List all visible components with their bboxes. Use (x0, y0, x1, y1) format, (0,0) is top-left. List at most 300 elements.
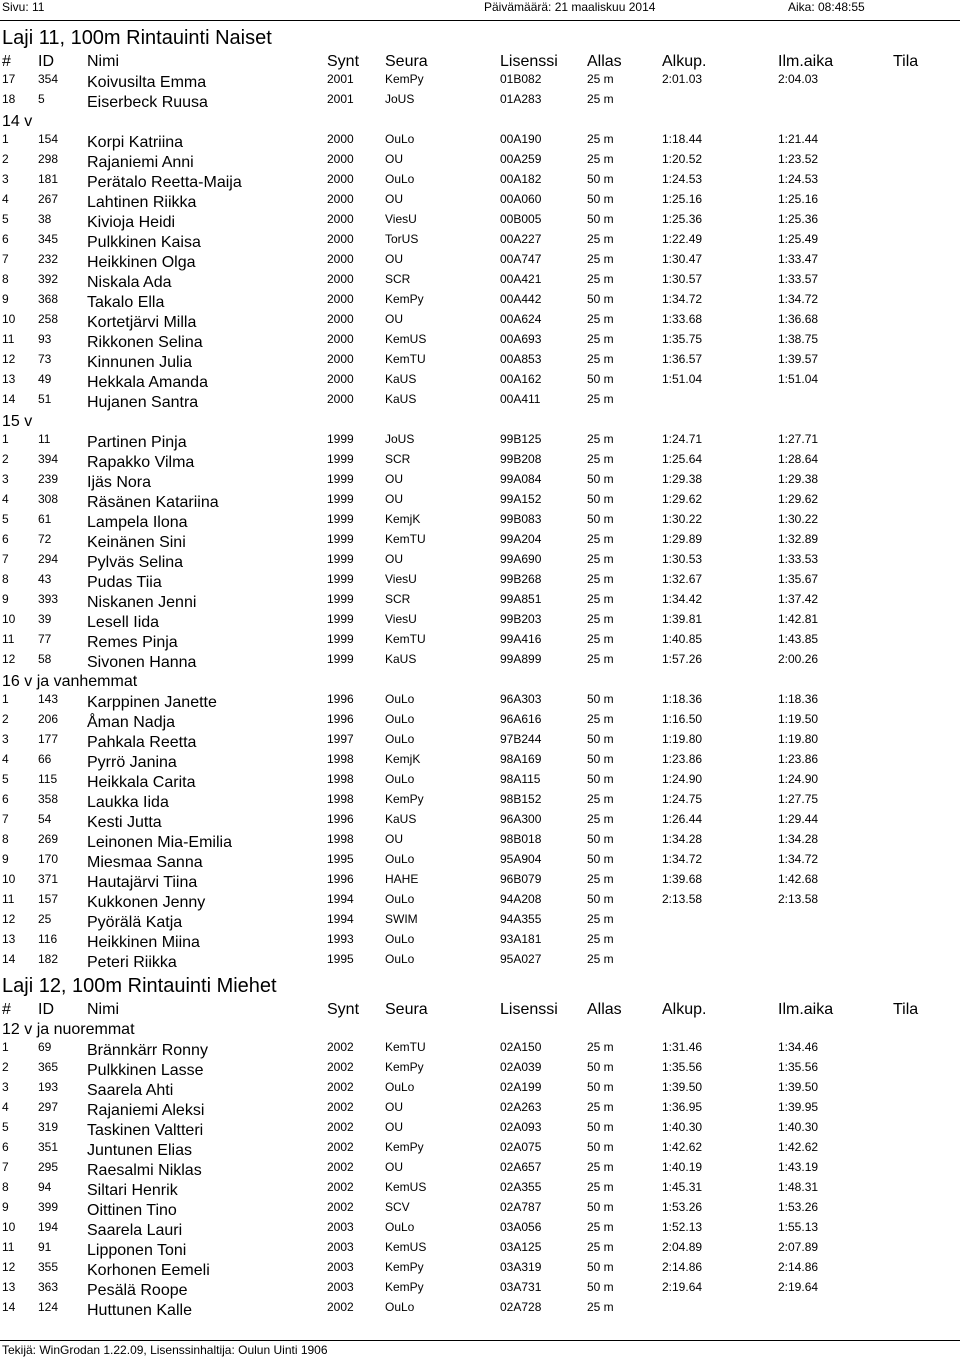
athlete-row (0, 812, 960, 832)
cell-entry-time: 1:42.81 (778, 612, 819, 626)
cell-name: Taskinen Valtteri (87, 1122, 204, 1139)
cell-birth-year: 2000 (327, 352, 354, 366)
cell-entry-time: 1:33.53 (778, 552, 819, 566)
cell-birth-year: 2002 (327, 1100, 354, 1114)
cell-place: 9 (2, 592, 9, 606)
cell-id: 193 (38, 1080, 59, 1094)
cell-place: 13 (2, 1280, 16, 1294)
cell-birth-year: 1993 (327, 932, 354, 946)
athlete-row (0, 692, 960, 712)
cell-club: KaUS (385, 812, 417, 826)
cell-place: 11 (2, 332, 15, 346)
cell-id: 194 (38, 1220, 59, 1234)
cell-name: Oittinen Tino (87, 1202, 177, 1219)
age-group-heading: 14 v (2, 113, 33, 130)
cell-seed-time: 2:04.89 (662, 1240, 703, 1254)
column-header: Ilm.aika (778, 53, 834, 70)
cell-seed-time: 1:24.90 (662, 772, 703, 786)
cell-birth-year: 1999 (327, 652, 354, 666)
cell-license: 00B005 (500, 212, 542, 226)
cell-seed-time: 1:36.95 (662, 1100, 703, 1114)
athlete-row (0, 352, 960, 372)
cell-license: 94A208 (500, 892, 542, 906)
cell-pool: 50 m (587, 832, 614, 846)
cell-pool: 25 m (587, 932, 614, 946)
cell-pool: 25 m (587, 712, 614, 726)
athlete-row (0, 292, 960, 312)
cell-place: 11 (2, 632, 15, 646)
cell-seed-time: 1:30.22 (662, 512, 703, 526)
cell-pool: 50 m (587, 492, 614, 506)
cell-id: 157 (38, 892, 59, 906)
cell-club: OU (385, 1160, 403, 1174)
cell-name: Eiserbeck Ruusa (87, 94, 208, 111)
cell-place: 8 (2, 272, 9, 286)
cell-club: OuLo (385, 772, 415, 786)
athlete-row (0, 1200, 960, 1220)
cell-place: 4 (2, 752, 9, 766)
cell-license: 99A084 (500, 472, 542, 486)
cell-birth-year: 2000 (327, 192, 354, 206)
cell-pool: 25 m (587, 612, 614, 626)
cell-seed-time: 1:24.71 (662, 432, 703, 446)
cell-pool: 50 m (587, 292, 614, 306)
cell-id: 319 (38, 1120, 59, 1134)
cell-pool: 50 m (587, 852, 614, 866)
cell-pool: 50 m (587, 752, 614, 766)
cell-birth-year: 2000 (327, 252, 354, 266)
cell-name: Lipponen Toni (87, 1242, 187, 1259)
cell-name: Rapakko Vilma (87, 454, 195, 471)
cell-seed-time: 1:18.36 (662, 692, 703, 706)
cell-birth-year: 2002 (327, 1180, 354, 1194)
cell-id: 182 (38, 952, 59, 966)
cell-place: 8 (2, 832, 9, 846)
cell-club: KemTU (385, 532, 426, 546)
cell-name: Lahtinen Riikka (87, 194, 197, 211)
cell-place: 3 (2, 732, 9, 746)
cell-pool: 25 m (587, 392, 614, 406)
cell-birth-year: 2003 (327, 1240, 354, 1254)
athlete-row (0, 892, 960, 912)
cell-name: Sivonen Hanna (87, 654, 197, 671)
cell-name: Rajaniemi Anni (87, 154, 194, 171)
cell-club: OU (385, 192, 403, 206)
cell-entry-time: 1:25.16 (778, 192, 819, 206)
cell-seed-time: 1:34.42 (662, 592, 703, 606)
cell-entry-time: 1:23.52 (778, 152, 819, 166)
cell-license: 98A169 (500, 752, 542, 766)
cell-club: OU (385, 492, 403, 506)
cell-seed-time: 2:19.64 (662, 1280, 703, 1294)
cell-birth-year: 2002 (327, 1200, 354, 1214)
cell-id: 181 (38, 172, 59, 186)
athlete-row (0, 432, 960, 452)
cell-name: Pesälä Roope (87, 1282, 188, 1299)
cell-entry-time: 1:43.85 (778, 632, 819, 646)
cell-club: OuLo (385, 1300, 415, 1314)
cell-place: 1 (2, 1040, 9, 1054)
cell-id: 294 (38, 552, 59, 566)
cell-id: 25 (38, 912, 52, 926)
cell-pool: 25 m (587, 1100, 614, 1114)
cell-birth-year: 1999 (327, 512, 354, 526)
cell-pool: 25 m (587, 592, 614, 606)
cell-seed-time: 1:35.75 (662, 332, 703, 346)
cell-id: 394 (38, 452, 59, 466)
cell-birth-year: 1996 (327, 712, 354, 726)
cell-name: Kortetjärvi Milla (87, 314, 197, 331)
cell-entry-time: 1:34.28 (778, 832, 819, 846)
cell-seed-time: 1:19.80 (662, 732, 703, 746)
athlete-row (0, 172, 960, 192)
cell-seed-time: 2:01.03 (662, 72, 703, 86)
cell-entry-time: 1:24.53 (778, 172, 819, 186)
cell-id: 66 (38, 752, 52, 766)
cell-license: 00A162 (500, 372, 542, 386)
athlete-row (0, 512, 960, 532)
cell-name: Raesalmi Niklas (87, 1162, 202, 1179)
cell-birth-year: 2002 (327, 1040, 354, 1054)
athlete-row (0, 752, 960, 772)
cell-name: Räsänen Katariina (87, 494, 219, 511)
cell-license: 99A204 (500, 532, 542, 546)
cell-seed-time: 1:36.57 (662, 352, 703, 366)
athlete-row (0, 132, 960, 152)
athlete-row (0, 1260, 960, 1280)
cell-license: 99A416 (500, 632, 542, 646)
cell-place: 2 (2, 1060, 9, 1074)
cell-pool: 25 m (587, 652, 614, 666)
cell-place: 6 (2, 232, 9, 246)
column-header: ID (38, 1001, 54, 1018)
cell-license: 02A150 (500, 1040, 542, 1054)
athlete-row (0, 372, 960, 392)
column-header: Ilm.aika (778, 1001, 834, 1018)
cell-club: ViesU (385, 572, 417, 586)
cell-entry-time: 2:00.26 (778, 652, 819, 666)
cell-birth-year: 1999 (327, 432, 354, 446)
column-header-row (0, 52, 960, 72)
cell-place: 9 (2, 852, 9, 866)
cell-seed-time: 1:30.53 (662, 552, 703, 566)
cell-entry-time: 2:07.89 (778, 1240, 819, 1254)
cell-pool: 50 m (587, 1200, 614, 1214)
cell-pool: 25 m (587, 532, 614, 546)
cell-place: 18 (2, 92, 16, 106)
cell-club: OuLo (385, 952, 415, 966)
cell-id: 124 (38, 1300, 59, 1314)
cell-pool: 25 m (587, 812, 614, 826)
cell-club: KaUS (385, 372, 417, 386)
cell-place: 2 (2, 152, 9, 166)
cell-seed-time: 1:24.53 (662, 172, 703, 186)
cell-name: Heikkala Carita (87, 774, 196, 791)
cell-name: Rajaniemi Aleksi (87, 1102, 205, 1119)
athlete-row (0, 332, 960, 352)
cell-birth-year: 2002 (327, 1160, 354, 1174)
athlete-row (0, 1080, 960, 1100)
athlete-row (0, 1120, 960, 1140)
cell-pool: 50 m (587, 1260, 614, 1274)
cell-license: 02A728 (500, 1300, 542, 1314)
cell-license: 99B208 (500, 452, 542, 466)
cell-name: Niskanen Jenni (87, 594, 197, 611)
cell-entry-time: 1:29.44 (778, 812, 819, 826)
cell-birth-year: 2000 (327, 392, 354, 406)
athlete-row (0, 252, 960, 272)
cell-birth-year: 2001 (327, 92, 354, 106)
cell-entry-time: 1:28.64 (778, 452, 819, 466)
cell-name: Remes Pinja (87, 634, 178, 651)
cell-birth-year: 2001 (327, 72, 354, 86)
cell-seed-time: 1:29.89 (662, 532, 703, 546)
cell-id: 363 (38, 1280, 59, 1294)
cell-club: OU (385, 472, 403, 486)
cell-club: KemPy (385, 792, 424, 806)
column-header: Lisenssi (500, 1001, 558, 1018)
column-header: Lisenssi (500, 53, 558, 70)
cell-seed-time: 1:30.57 (662, 272, 703, 286)
cell-id: 354 (38, 72, 59, 86)
cell-birth-year: 1994 (327, 912, 354, 926)
cell-pool: 50 m (587, 692, 614, 706)
cell-club: KemPy (385, 1140, 424, 1154)
cell-entry-time: 1:19.50 (778, 712, 819, 726)
athlete-row (0, 1300, 960, 1320)
cell-license: 96B079 (500, 872, 542, 886)
cell-name: Peteri Riikka (87, 954, 177, 971)
athlete-row (0, 632, 960, 652)
cell-license: 99B125 (500, 432, 542, 446)
cell-seed-time: 1:45.31 (662, 1180, 703, 1194)
cell-place: 14 (2, 952, 16, 966)
cell-club: OU (385, 1100, 403, 1114)
cell-club: ViesU (385, 212, 417, 226)
age-group-heading: 12 v ja nuoremmat (2, 1021, 135, 1038)
cell-club: KaUS (385, 392, 417, 406)
cell-entry-time: 1:21.44 (778, 132, 819, 146)
event-section (0, 972, 960, 1320)
cell-id: 355 (38, 1260, 59, 1274)
cell-place: 11 (2, 1240, 15, 1254)
cell-club: OuLo (385, 1080, 415, 1094)
athlete-row (0, 212, 960, 232)
cell-club: SCV (385, 1200, 410, 1214)
cell-id: 177 (38, 732, 59, 746)
column-header: Tila (893, 53, 919, 70)
cell-license: 02A075 (500, 1140, 542, 1154)
cell-place: 9 (2, 1200, 9, 1214)
cell-birth-year: 2002 (327, 1140, 354, 1154)
cell-license: 03A319 (500, 1260, 542, 1274)
cell-id: 72 (38, 532, 52, 546)
age-group-heading: 15 v (2, 413, 33, 430)
column-header: Tila (893, 1001, 919, 1018)
cell-id: 54 (38, 812, 52, 826)
cell-place: 4 (2, 192, 9, 206)
cell-name: Keinänen Sini (87, 534, 186, 551)
cell-place: 3 (2, 1080, 9, 1094)
cell-birth-year: 2002 (327, 1080, 354, 1094)
cell-entry-time: 1:34.72 (778, 292, 819, 306)
cell-license: 95A027 (500, 952, 542, 966)
cell-seed-time: 1:33.68 (662, 312, 703, 326)
cell-license: 98B152 (500, 792, 542, 806)
cell-place: 14 (2, 392, 16, 406)
cell-birth-year: 1999 (327, 532, 354, 546)
cell-seed-time: 1:22.49 (662, 232, 703, 246)
cell-place: 3 (2, 472, 9, 486)
cell-id: 345 (38, 232, 59, 246)
cell-place: 7 (2, 252, 9, 266)
cell-club: JoUS (385, 432, 415, 446)
cell-pool: 25 m (587, 1160, 614, 1174)
cell-birth-year: 1998 (327, 752, 354, 766)
cell-entry-time: 1:38.75 (778, 332, 819, 346)
cell-license: 99A690 (500, 552, 542, 566)
cell-name: Kukkonen Jenny (87, 894, 206, 911)
column-header: Synt (327, 1001, 360, 1018)
cell-place: 13 (2, 932, 16, 946)
cell-seed-time: 1:51.04 (662, 372, 703, 386)
cell-name: Miesmaa Sanna (87, 854, 203, 871)
cell-id: 393 (38, 592, 59, 606)
cell-entry-time: 1:39.57 (778, 352, 819, 366)
cell-license: 02A263 (500, 1100, 542, 1114)
column-header: Allas (587, 53, 622, 70)
cell-license: 01B082 (500, 72, 542, 86)
cell-club: OuLo (385, 132, 415, 146)
athlete-row (0, 952, 960, 972)
cell-license: 03A125 (500, 1240, 542, 1254)
cell-birth-year: 1994 (327, 892, 354, 906)
cell-birth-year: 1998 (327, 832, 354, 846)
column-header: ID (38, 53, 54, 70)
cell-entry-time: 1:55.13 (778, 1220, 819, 1234)
athlete-row (0, 832, 960, 852)
cell-club: KemTU (385, 1040, 426, 1054)
cell-place: 2 (2, 452, 9, 466)
cell-id: 267 (38, 192, 59, 206)
print-time: Aika: 08:48:55 (788, 0, 865, 14)
cell-club: OU (385, 252, 403, 266)
cell-club: KemPy (385, 1280, 424, 1294)
cell-pool: 25 m (587, 952, 614, 966)
athlete-row (0, 652, 960, 672)
cell-entry-time: 2:19.64 (778, 1280, 819, 1294)
cell-pool: 25 m (587, 132, 614, 146)
cell-name: Kesti Jutta (87, 814, 162, 831)
cell-seed-time: 1:35.56 (662, 1060, 703, 1074)
cell-license: 01A283 (500, 92, 542, 106)
cell-name: Pylväs Selina (87, 554, 184, 571)
cell-pool: 50 m (587, 892, 614, 906)
cell-birth-year: 2000 (327, 132, 354, 146)
cell-name: Karppinen Janette (87, 694, 217, 711)
column-header: Synt (327, 53, 360, 70)
cell-club: SWIM (385, 912, 418, 926)
cell-birth-year: 1999 (327, 452, 354, 466)
cell-name: Juntunen Elias (87, 1142, 192, 1159)
cell-entry-time: 1:29.38 (778, 472, 819, 486)
cell-club: SCR (385, 272, 411, 286)
cell-seed-time: 2:13.58 (662, 892, 703, 906)
athlete-row (0, 72, 960, 92)
athlete-row (0, 712, 960, 732)
athlete-row (0, 552, 960, 572)
cell-entry-time: 1:40.30 (778, 1120, 819, 1134)
cell-pool: 25 m (587, 252, 614, 266)
cell-birth-year: 2000 (327, 332, 354, 346)
cell-name: Pahkala Reetta (87, 734, 197, 751)
cell-pool: 25 m (587, 792, 614, 806)
cell-license: 94A355 (500, 912, 542, 926)
cell-birth-year: 1997 (327, 732, 354, 746)
cell-id: 298 (38, 152, 59, 166)
cell-entry-time: 1:48.31 (778, 1180, 819, 1194)
page-number: Sivu: 11 (2, 0, 45, 14)
cell-name: Pyrrö Janina (87, 754, 177, 771)
cell-birth-year: 1996 (327, 692, 354, 706)
cell-entry-time: 1:30.22 (778, 512, 819, 526)
cell-license: 00A182 (500, 172, 542, 186)
athlete-row (0, 532, 960, 552)
cell-pool: 25 m (587, 72, 614, 86)
athlete-row (0, 1240, 960, 1260)
cell-id: 51 (38, 392, 52, 406)
cell-seed-time: 1:57.26 (662, 652, 703, 666)
athlete-row (0, 492, 960, 512)
athlete-row (0, 732, 960, 752)
cell-club: ViesU (385, 612, 417, 626)
cell-seed-time: 1:30.47 (662, 252, 703, 266)
cell-club: KemUS (385, 1180, 427, 1194)
athlete-row (0, 92, 960, 112)
cell-seed-time: 1:31.46 (662, 1040, 703, 1054)
cell-license: 02A093 (500, 1120, 542, 1134)
column-header: Allas (587, 1001, 622, 1018)
cell-name: Saarela Ahti (87, 1082, 174, 1099)
cell-birth-year: 1999 (327, 592, 354, 606)
cell-id: 94 (38, 1180, 52, 1194)
cell-license: 96A300 (500, 812, 542, 826)
cell-pool: 50 m (587, 1280, 614, 1294)
cell-seed-time: 1:34.72 (662, 292, 703, 306)
cell-pool: 50 m (587, 1120, 614, 1134)
cell-entry-time: 1:37.42 (778, 592, 819, 606)
cell-pool: 25 m (587, 912, 614, 926)
cell-pool: 25 m (587, 552, 614, 566)
cell-entry-time: 1:51.04 (778, 372, 819, 386)
cell-place: 5 (2, 212, 9, 226)
cell-name: Pulkkinen Kaisa (87, 234, 201, 251)
cell-license: 02A355 (500, 1180, 542, 1194)
cell-id: 308 (38, 492, 59, 506)
cell-seed-time: 1:40.30 (662, 1120, 703, 1134)
cell-license: 98B018 (500, 832, 542, 846)
athlete-row (0, 1280, 960, 1300)
cell-entry-time: 1:19.80 (778, 732, 819, 746)
cell-seed-time: 1:26.44 (662, 812, 703, 826)
cell-license: 97B244 (500, 732, 542, 746)
cell-license: 00A624 (500, 312, 542, 326)
cell-entry-time: 1:34.72 (778, 852, 819, 866)
cell-name: Takalo Ella (87, 294, 165, 311)
cell-pool: 50 m (587, 172, 614, 186)
cell-id: 77 (38, 632, 52, 646)
cell-license: 99B268 (500, 572, 542, 586)
